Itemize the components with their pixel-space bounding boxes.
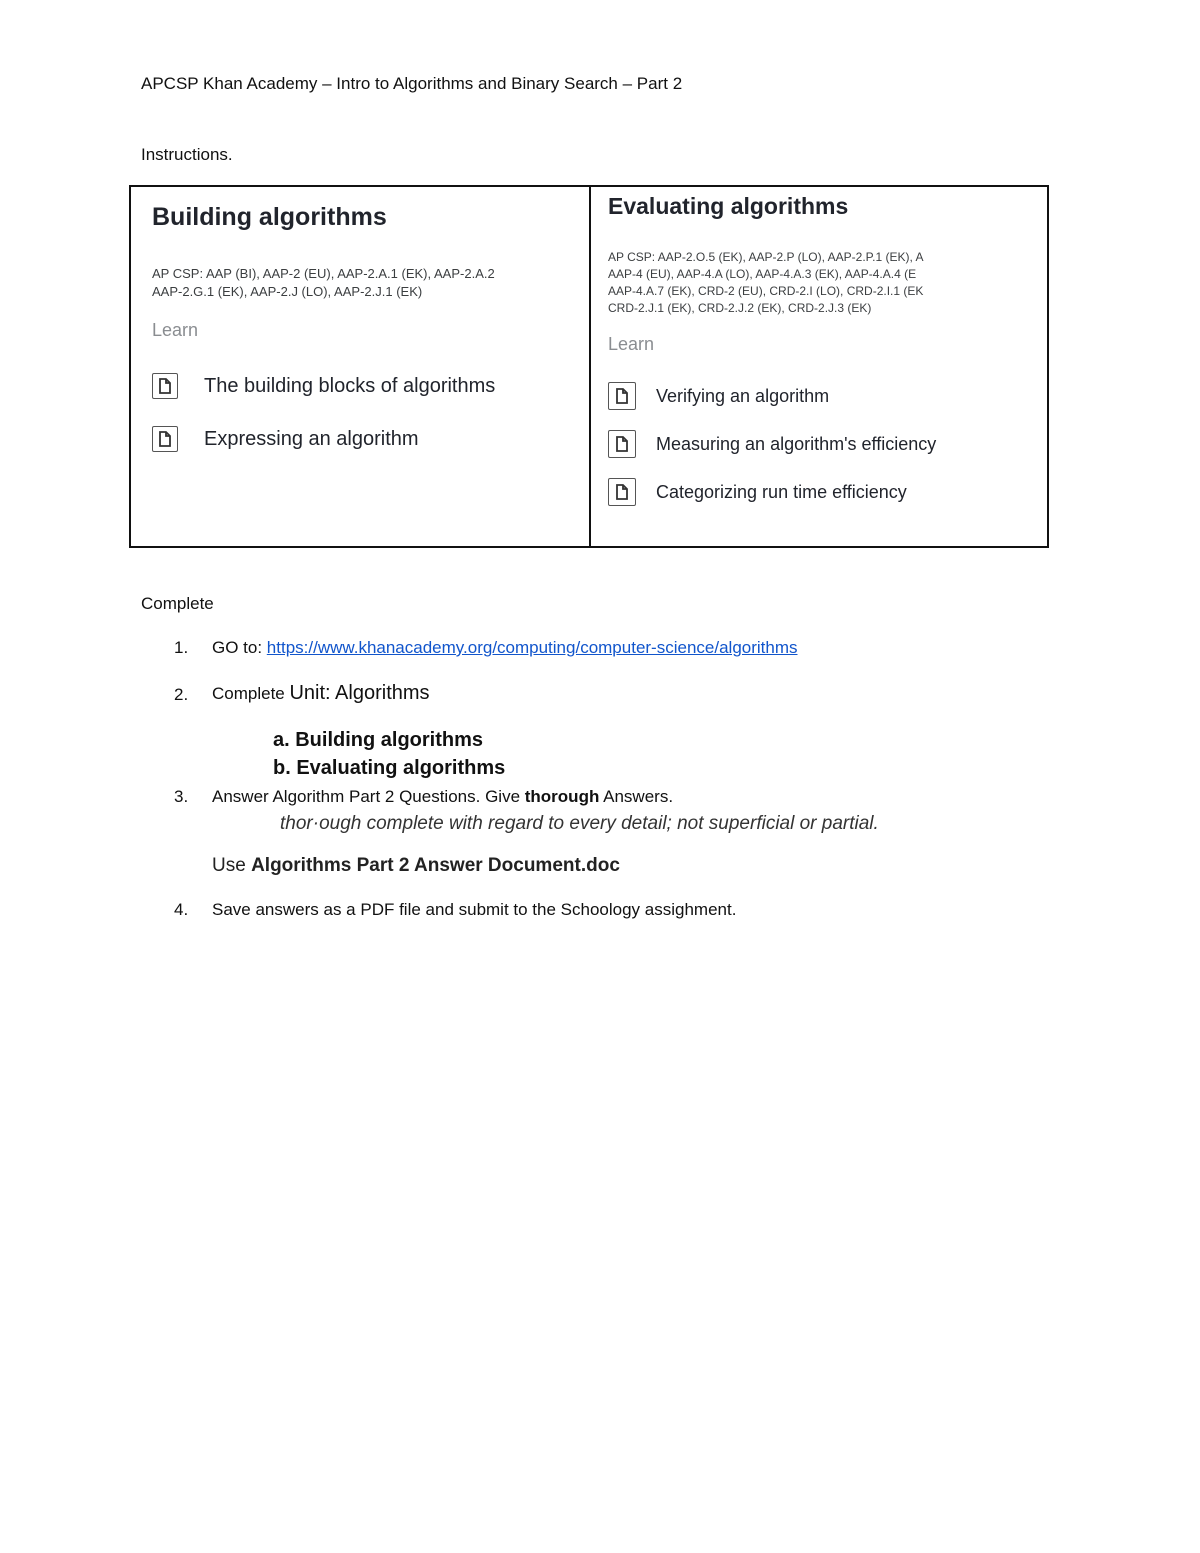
khan-academy-link[interactable]: https://www.khanacademy.org/computing/computer-science/algorithms bbox=[266, 638, 798, 657]
use-document-line bbox=[212, 855, 620, 877]
use-prefix: Use bbox=[212, 855, 252, 876]
article-icon bbox=[152, 426, 178, 452]
instructions-label: Instructions. bbox=[141, 145, 233, 164]
step-2 bbox=[212, 682, 430, 705]
sub-item-building: a. Building algorithms bbox=[273, 729, 484, 751]
codes-line: AAP-4 (EU), AAP-4.A (LO), AAP-4.A.3 (EK), AAP-4.A.4 (E bbox=[608, 267, 917, 281]
lesson-item-measuring[interactable] bbox=[608, 430, 936, 458]
codes-line: AP CSP: AAP (BI), AAP-2 (EU), AAP-2.A.1 (EK), AAP-2.A.2 bbox=[152, 266, 495, 281]
learn-label: Learn bbox=[608, 334, 655, 354]
standards-codes bbox=[152, 265, 550, 301]
sub-item-evaluating: b. Evaluating algorithms bbox=[273, 757, 506, 779]
step-3 bbox=[212, 787, 673, 807]
answer-document-name: Algorithms Part 2 Answer Document.doc bbox=[251, 855, 620, 876]
lesson-item-label: Verifying an algorithm bbox=[656, 385, 830, 406]
article-icon bbox=[608, 430, 636, 458]
building-algorithms-panel bbox=[131, 187, 591, 546]
panel-title: Evaluating algorithms bbox=[608, 193, 849, 219]
step-4: Save answers as a PDF file and submit to the Schoology assighment. bbox=[212, 900, 737, 919]
codes-line: AAP-4.A.7 (EK), CRD-2 (EU), CRD-2.I (LO), CRD-2.I.1 (EK bbox=[608, 284, 924, 298]
document-title: APCSP Khan Academy – Intro to Algorithms and Binary Search – Part 2 bbox=[141, 74, 683, 93]
step-3-text-end: Answers. bbox=[599, 787, 674, 806]
learn-label: Learn bbox=[152, 320, 199, 340]
lesson-item-label: Expressing an algorithm bbox=[204, 427, 419, 450]
lesson-item-expressing[interactable] bbox=[152, 426, 419, 452]
lesson-item-building-blocks[interactable] bbox=[152, 373, 495, 399]
course-screenshot bbox=[129, 185, 1049, 548]
complete-heading: Complete bbox=[141, 594, 214, 613]
panel-title: Building algorithms bbox=[152, 203, 387, 231]
article-icon bbox=[608, 478, 636, 506]
lesson-item-label: Categorizing run time efficiency bbox=[656, 481, 907, 502]
standards-codes bbox=[608, 249, 962, 317]
step-1-prefix: GO to: bbox=[212, 638, 267, 657]
step-number: 1. bbox=[174, 638, 189, 657]
article-icon bbox=[152, 373, 178, 399]
thorough-word: thorough bbox=[524, 787, 600, 806]
codes-line: AAP-2.G.1 (EK), AAP-2.J (LO), AAP-2.J.1 (EK) bbox=[152, 284, 423, 299]
step-3-text: Answer Algorithm Part 2 Questions. Give bbox=[212, 787, 525, 806]
codes-line: CRD-2.J.1 (EK), CRD-2.J.2 (EK), CRD-2.J.3 (EK) bbox=[608, 301, 872, 315]
lesson-item-label: The building blocks of algorithms bbox=[204, 374, 496, 397]
step-number: 4. bbox=[174, 900, 189, 919]
step-number: 3. bbox=[174, 787, 189, 806]
article-icon bbox=[608, 382, 636, 410]
thorough-definition: thor·ough complete with regard to every detail; not superficial or partial. bbox=[280, 813, 879, 834]
step-2-prefix: Complete bbox=[212, 684, 290, 703]
lesson-item-verifying[interactable] bbox=[608, 382, 829, 410]
step-number: 2. bbox=[174, 685, 189, 704]
lesson-item-categorizing[interactable] bbox=[608, 478, 907, 506]
evaluating-algorithms-panel bbox=[591, 187, 1047, 546]
lesson-item-label: Measuring an algorithm's efficiency bbox=[656, 433, 937, 454]
step-1 bbox=[212, 638, 798, 658]
codes-line: AP CSP: AAP-2.O.5 (EK), AAP-2.P (LO), AAP-2.P.1 (EK), A bbox=[608, 250, 924, 264]
unit-title: Unit: Algorithms bbox=[289, 682, 430, 704]
